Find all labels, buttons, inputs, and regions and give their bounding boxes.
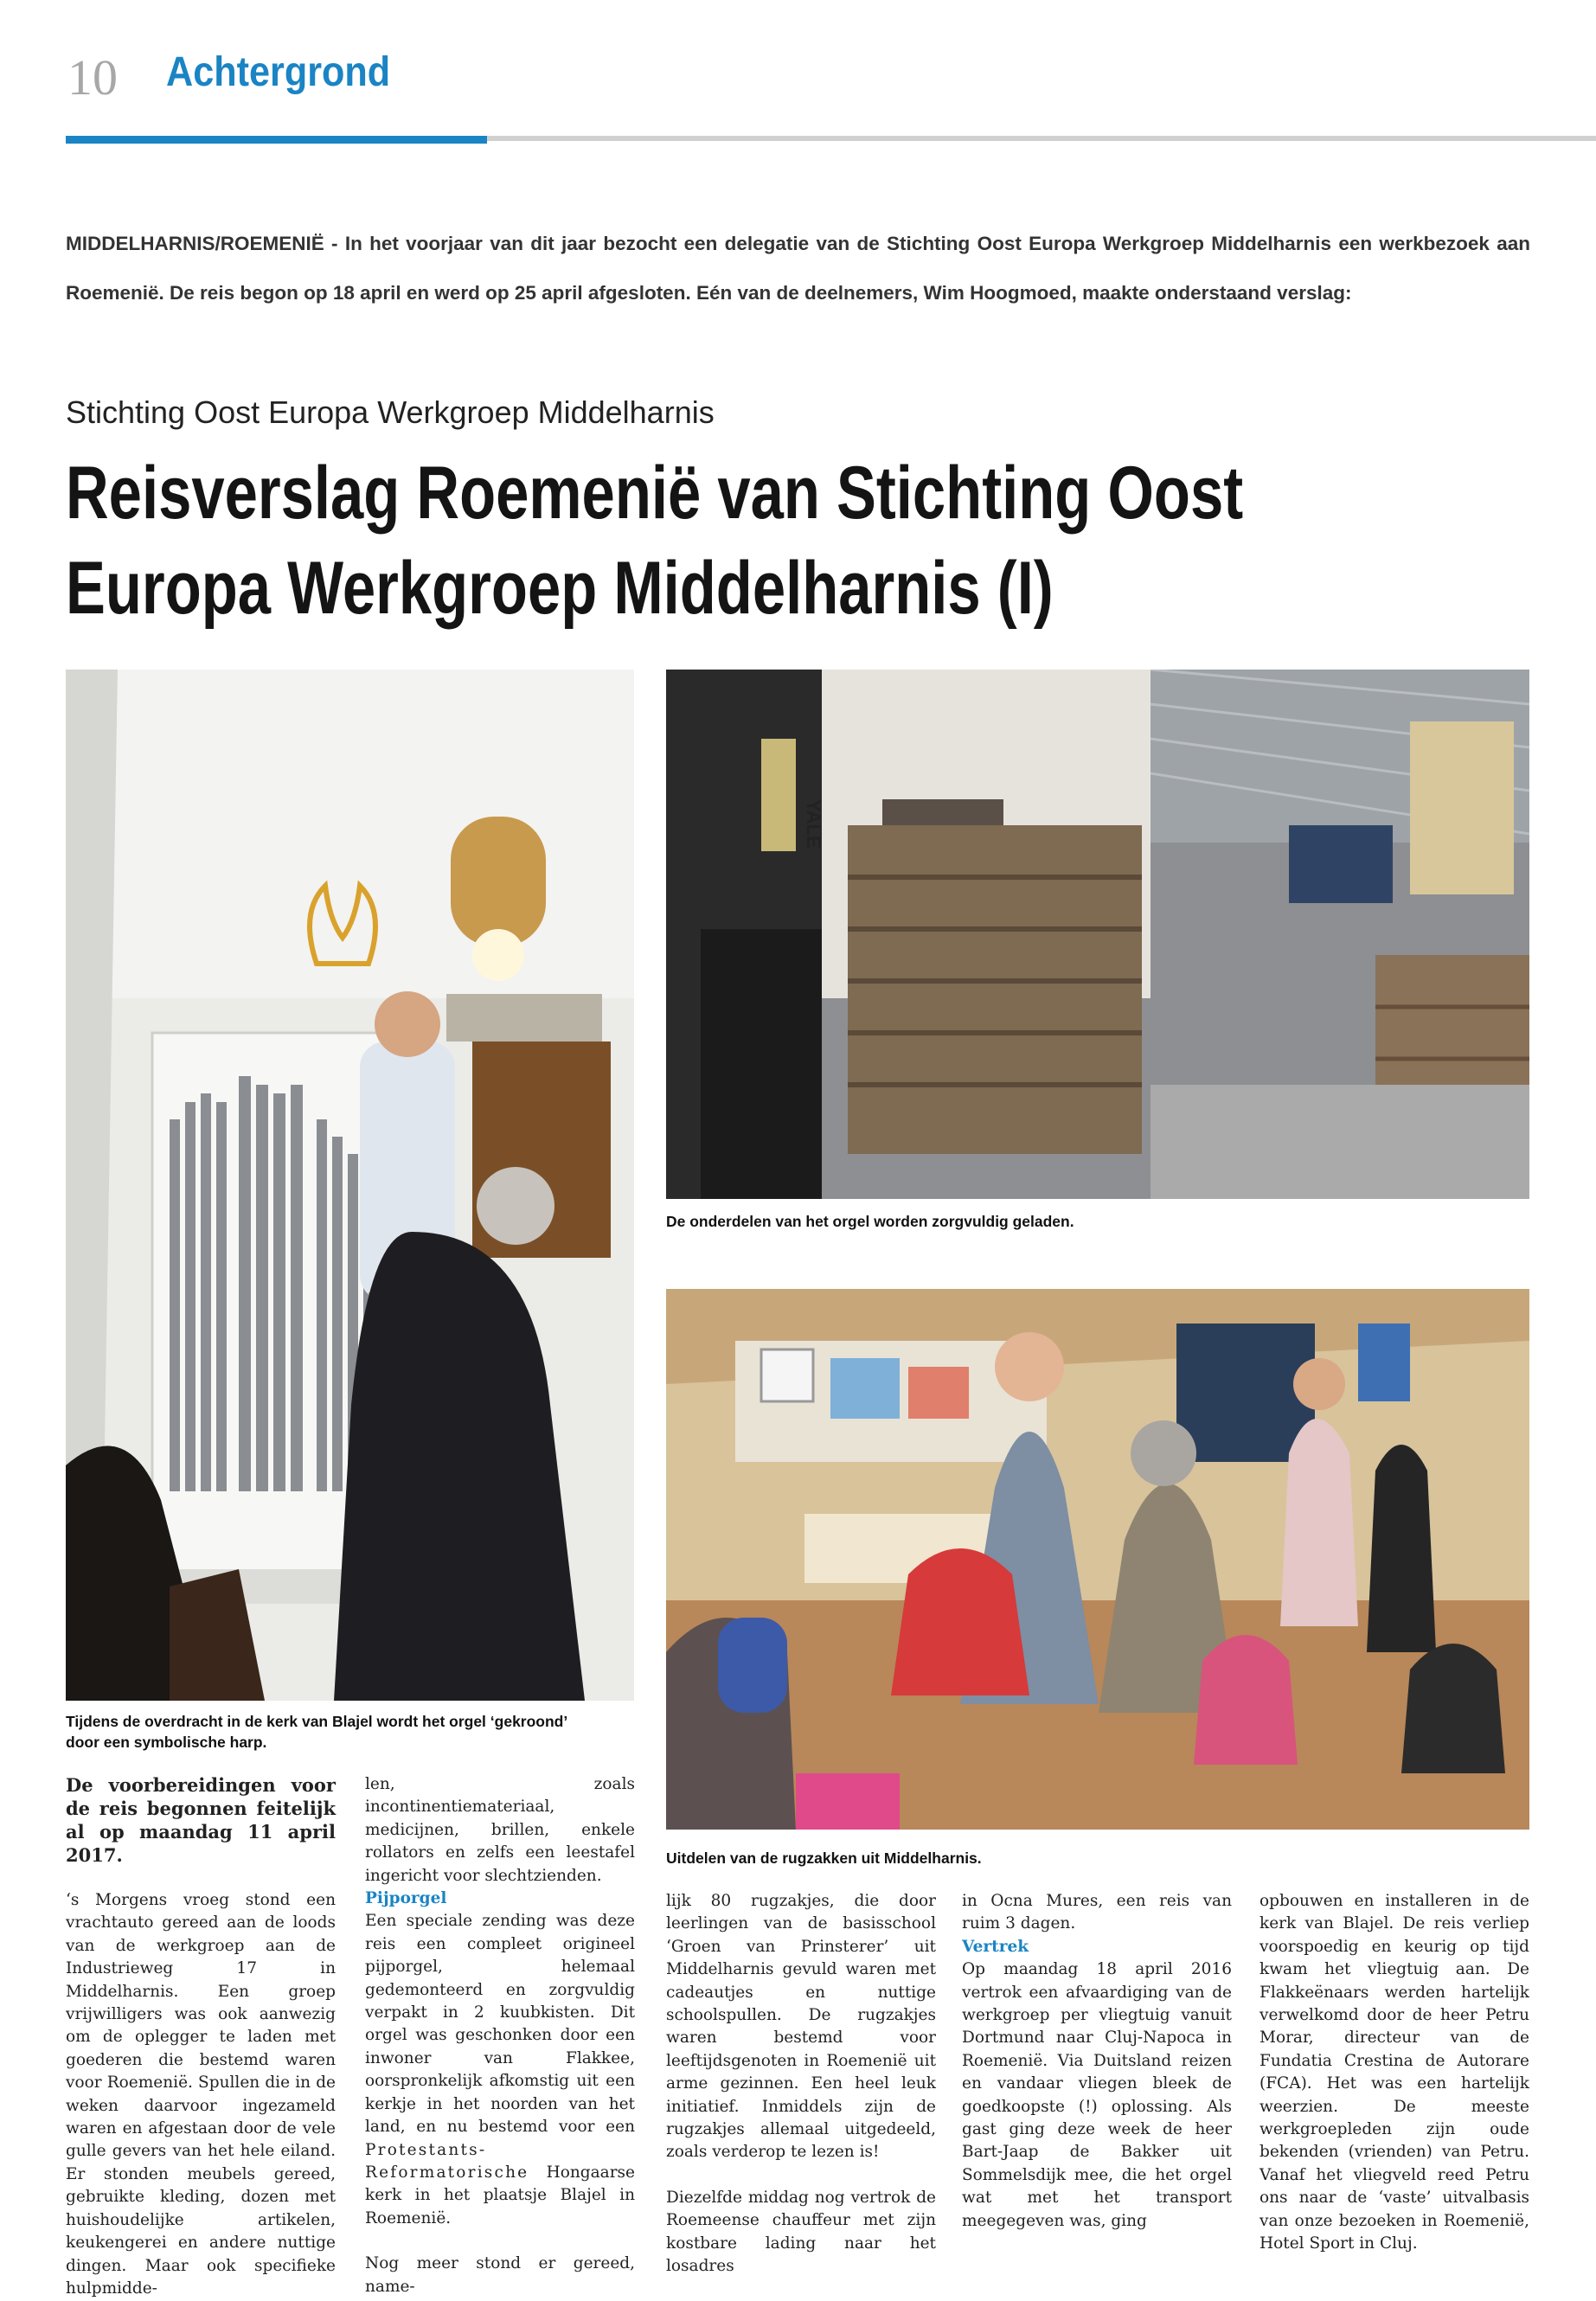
page-number: 10 (67, 49, 118, 106)
subheading-vertrek: Vertrek (962, 1937, 1029, 1956)
subheading-pijporgel: Pijporgel (365, 1889, 447, 1908)
headline-line-2: Europa Werkgroep Middelharnis (I) (66, 547, 1054, 630)
paragraph (365, 1910, 635, 2230)
spacer (66, 1867, 336, 1889)
text-column-2 (365, 1773, 635, 2298)
spacer (365, 2230, 635, 2253)
caption-warehouse: De onderdelen van het orgel worden zorgvuldig geladen. (666, 1213, 1074, 1230)
photo-classroom (666, 1289, 1529, 1830)
paragraph: in Ocna Mures, een reis van ruim 3 dagen. (962, 1892, 1232, 1933)
paragraph: ‘s Morgens vroeg stond een vrachtauto gereed aan de loods van de werkgroep aan de Industrieweg 17 in Middelharnis. Een groep vrijwilligers was ook aanwezig om de oplegger te laden met goederen die bestemd waren voor Roemenië. Spullen die in de weken daarvoor ingezameld waren en afgestaan door de vele gulle gevers van het hele eiland. Er stonden meubels gereed, gebruikte kleding, dozen met huishoudelijke artikelen, keukengerei en andere nuttige dingen. Maar ook specifieke hulpmidde- (66, 1891, 336, 2298)
paragraph: len, zoals incontinentiemateriaal, medicijnen, brillen, enkele rollators en zelfs een leestafel ingericht voor slechtzienden. (365, 1775, 635, 1885)
paragraph: opbouwen en installeren in de kerk van Blajel. De reis verliep voorspoedig en keurig op tijd kwam het vliegtuig aan. De Flakkeënaars werden hartelijk verwelkomd door de heer Petru Morar, directeur van de Fundatia Crestina de Autorare (FCA). Het was een hartelijk weerzien. De meeste werkgroepleden zijn oude bekenden (vrienden) van Petru. Vanaf het vliegveld reed Petru ons naar de ‘vaste’ uitvalbasis van onze bezoeken in Roemenië, Hotel Sport in Cluj. (1259, 1892, 1529, 2253)
text-column-5 (1259, 1890, 1529, 2256)
paragraph: Diezelfde middag nog vertrok de Roemeense chauffeur met zijn kostbare lading naar het losadres (666, 2188, 936, 2276)
header-accent-rule (66, 136, 487, 144)
paragraph-part: Hongaarse kerk in het plaatsje Blajel in Roemenië. (365, 2163, 635, 2227)
caption-classroom: Uitdelen van de rugzakken uit Middelharnis. (666, 1849, 982, 1867)
text-column-1 (66, 1773, 336, 2300)
headline-line-1: Reisverslag Roemenië van Stichting Oost (66, 452, 1244, 535)
paragraph: lijk 80 rugzakjes, die door leerlingen van de basisschool ‘Groen van Prinsterer’ uit Middelharnis gevuld waren met cadeautjes en nuttige schoolspullen. De rugzakjes waren bestemd voor leeftijdsgenoten in Roemenië uit arme gezinnen. Een heel leuk initiatief. Inmiddels zijn de rugzakjes allemaal uitgedeeld, zoals verderop te lezen is! (666, 1892, 936, 2162)
photo-church-organ (66, 670, 634, 1701)
paragraph-part: Een speciale zending was deze reis een compleet origineel pijporgel, helemaal gedemonteerd en zorgvuldig verpakt in 2 kuubkisten. Dit orgel was geschonken door een inwoner van Flakkee, oorspronkelijk afkomstig uit een kerkje in het noorden van het land, en nu bestemd voor een (365, 1912, 635, 2137)
caption-church-line-1: Tijdens de overdracht in de kerk van Blajel wordt het orgel ‘gekroond’ (66, 1713, 568, 1730)
lead-paragraph: De voorbereidingen voor de reis begonnen feitelijk al op maandag 11 april 2017. (66, 1774, 336, 1866)
text-column-4 (962, 1890, 1232, 2233)
warehouse-forklift-text: YALE (803, 799, 824, 849)
text-column-3 (666, 1890, 936, 2279)
paragraph: Nog meer stond er gereed, name- (365, 2254, 635, 2296)
paragraph-part: Protestants-Reformatorische (365, 2140, 529, 2182)
article-headline (66, 445, 1256, 636)
paragraph: Op maandag 18 april 2016 vertrok een afvaardiging van de werkgroep per vliegtuig vanuit Dortmund naar Cluj-Napoca in Roemenië. Via Duitsland reizen en vandaar vliegen bleek de goedkoopste (!) oplossing. Als gast ging deze week de heer Bart-Jaap de Bakker uit Sommelsdijk mee, die het orgel wat met het transport meegegeven was, ging (962, 1960, 1232, 2230)
spacer (666, 2164, 936, 2187)
photo-warehouse (666, 670, 1529, 1199)
section-title: Achtergrond (166, 49, 391, 95)
caption-church-line-2: door een symbolische harp. (66, 1734, 267, 1751)
article-kicker: Stichting Oost Europa Werkgroep Middelharnis (66, 394, 715, 430)
caption-church-organ (66, 1711, 654, 1753)
intro-paragraph: MIDDELHARNIS/ROEMENIË - In het voorjaar van dit jaar bezocht een delegatie van de Stichting Oost Europa Werkgroep Middelharnis een werkbezoek aan Roemenië. De reis begon op 18 april en werd op 25 april afgesloten. Eén van de deelnemers, Wim Hoogmoed, maakte onderstaand verslag: (66, 233, 1530, 304)
